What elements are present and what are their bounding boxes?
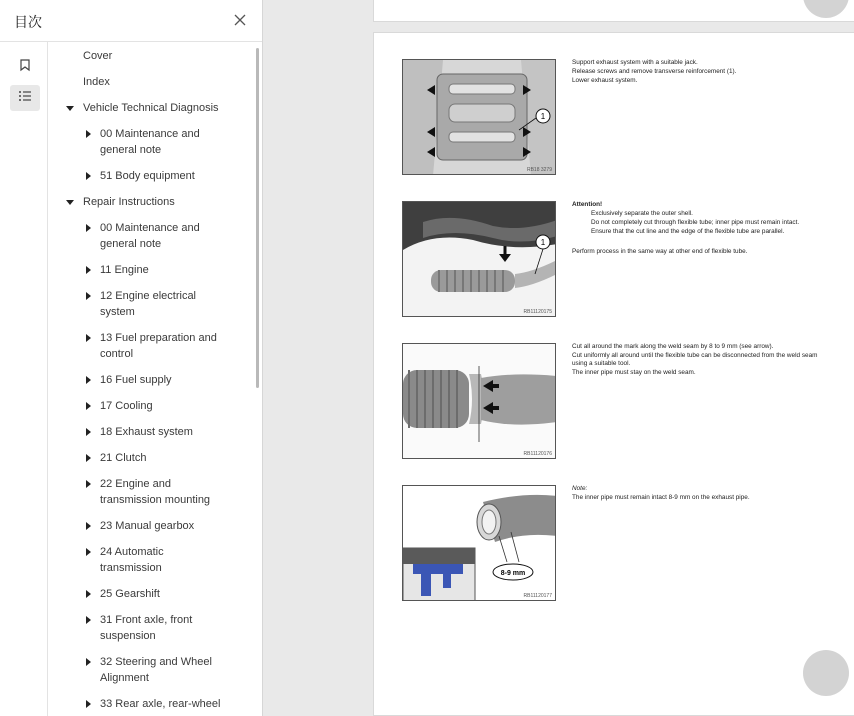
toc-item[interactable] bbox=[86, 654, 236, 686]
step-line: Lower exhaust system. bbox=[572, 77, 638, 84]
sidebar-header bbox=[0, 0, 262, 42]
document-view[interactable] bbox=[263, 0, 854, 716]
outline-tab-button[interactable] bbox=[10, 85, 40, 111]
toc-item[interactable] bbox=[86, 262, 236, 278]
toc-item[interactable] bbox=[86, 220, 236, 252]
caret-right-icon[interactable] bbox=[86, 334, 91, 342]
step-line: Exclusively separate the outer shell. bbox=[591, 210, 693, 217]
toc-item-label: 18 Exhaust system bbox=[100, 426, 193, 438]
toc-item-label-2: transmission mounting bbox=[100, 494, 211, 506]
toc-item-label-2: system bbox=[100, 306, 135, 318]
figure-code: RB11120177 bbox=[523, 593, 552, 599]
toc-item[interactable] bbox=[86, 544, 236, 576]
toc-scrollbar[interactable] bbox=[256, 48, 259, 388]
caret-right-icon[interactable] bbox=[86, 402, 91, 410]
measure-label: 8-9 mm bbox=[500, 570, 526, 577]
caret-right-icon[interactable] bbox=[86, 172, 91, 180]
toc-item[interactable] bbox=[86, 476, 236, 508]
toc-item-label-2: control bbox=[100, 348, 134, 360]
close-icon[interactable] bbox=[232, 12, 248, 28]
sidebar-title: 目次 bbox=[14, 15, 42, 31]
toc-item-label: 25 Gearshift bbox=[100, 588, 160, 600]
bookmark-tab-button[interactable] bbox=[10, 54, 40, 80]
caret-right-icon[interactable] bbox=[86, 454, 91, 462]
caret-right-icon[interactable] bbox=[86, 266, 91, 274]
step-line: Cut uniformly all around until the flexible tube can be disconnected from the weld seam using a suitable tool. bbox=[572, 352, 818, 367]
step-line: Cut all around the mark along the weld seam by 8 to 9 mm (see arrow). bbox=[572, 343, 774, 350]
caret-down-icon[interactable] bbox=[66, 200, 74, 205]
toc-item[interactable] bbox=[66, 194, 236, 210]
page bbox=[373, 32, 854, 716]
caret-right-icon[interactable] bbox=[86, 522, 91, 530]
toc-item-label: 17 Cooling bbox=[100, 400, 153, 412]
floating-button-bottom[interactable] bbox=[803, 650, 849, 696]
toc-item[interactable] bbox=[86, 518, 236, 534]
toc-item[interactable] bbox=[86, 450, 236, 466]
toc-item[interactable] bbox=[86, 696, 236, 712]
toc-item[interactable] bbox=[86, 424, 236, 440]
toc-item-label: 24 Automatic bbox=[100, 546, 164, 558]
step-line: Perform process in the same way at other end of flexible tube. bbox=[572, 248, 748, 255]
attention-heading: Attention! bbox=[572, 201, 603, 208]
toc-item-label-2: transmission bbox=[100, 562, 162, 574]
figure-code: RB11120176 bbox=[523, 451, 552, 457]
step-line: The inner pipe must remain intact 8-9 mm on the exhaust pipe. bbox=[572, 494, 750, 501]
caret-right-icon[interactable] bbox=[86, 376, 91, 384]
toc-item-label: 51 Body equipment bbox=[100, 170, 195, 182]
table-of-contents bbox=[48, 42, 262, 716]
toc-item[interactable] bbox=[86, 126, 236, 158]
step-line: Support exhaust system with a suitable jack. bbox=[572, 59, 698, 66]
toc-item-label: Vehicle Technical Diagnosis bbox=[83, 102, 219, 114]
sidebar bbox=[0, 0, 263, 716]
fig2-callout: 1 bbox=[540, 238, 546, 247]
toc-item[interactable] bbox=[86, 288, 236, 320]
toc-item-label: Repair Instructions bbox=[83, 196, 175, 208]
step-4-text bbox=[572, 485, 834, 503]
previous-page bbox=[373, 0, 854, 22]
step-2-text bbox=[572, 201, 834, 257]
figure-3 bbox=[402, 343, 556, 459]
toc-item[interactable] bbox=[66, 74, 236, 90]
figure-code: RB18 3279 bbox=[526, 167, 552, 173]
figure-2 bbox=[402, 201, 556, 317]
toc-item-label: 23 Manual gearbox bbox=[100, 520, 195, 532]
toc-item[interactable] bbox=[86, 330, 236, 362]
toc-item-label: 22 Engine and bbox=[100, 478, 171, 490]
toc-item-label: Index bbox=[83, 76, 110, 88]
toc-item-label-2: suspension bbox=[100, 630, 156, 642]
toc-item-label: 00 Maintenance and bbox=[100, 128, 200, 140]
caret-right-icon[interactable] bbox=[86, 616, 91, 624]
toc-item-label: 11 Engine bbox=[100, 264, 149, 276]
toc-item[interactable] bbox=[66, 48, 236, 64]
bookmark-icon bbox=[18, 58, 32, 77]
toc-item-label: 32 Steering and Wheel bbox=[100, 656, 212, 668]
step-3-text bbox=[572, 343, 834, 378]
step-line: Do not completely cut through flexible tube; inner pipe must remain intact. bbox=[591, 219, 800, 226]
toc-item[interactable] bbox=[86, 586, 236, 602]
figure-1 bbox=[402, 59, 556, 175]
toc-item[interactable] bbox=[86, 612, 236, 644]
caret-right-icon[interactable] bbox=[86, 130, 91, 138]
toc-item-label: 12 Engine electrical bbox=[100, 290, 197, 302]
caret-right-icon[interactable] bbox=[86, 480, 91, 488]
note-heading: Note: bbox=[572, 485, 588, 492]
toc-item-label: 16 Fuel supply bbox=[100, 374, 172, 386]
toc-item-label-2: general note bbox=[100, 144, 162, 156]
step-line: Release screws and remove transverse reinforcement (1). bbox=[572, 68, 737, 75]
toc-item-label-2: general note bbox=[100, 238, 162, 250]
toc-item-label: 21 Clutch bbox=[100, 452, 147, 464]
toc-item[interactable] bbox=[86, 398, 236, 414]
sidebar-rail bbox=[0, 42, 48, 716]
step-line: The inner pipe must stay on the weld seam. bbox=[572, 369, 696, 376]
caret-right-icon[interactable] bbox=[86, 292, 91, 300]
figure-code: RB11120175 bbox=[523, 309, 552, 315]
caret-right-icon[interactable] bbox=[86, 590, 91, 598]
step-line: Ensure that the cut line and the edge of the flexible tube are parallel. bbox=[591, 228, 785, 235]
toc-item-label: 13 Fuel preparation and bbox=[100, 332, 217, 344]
caret-down-icon[interactable] bbox=[66, 106, 74, 111]
fig1-callout: 1 bbox=[540, 112, 546, 121]
caret-right-icon[interactable] bbox=[86, 700, 91, 708]
toc-item-label: 31 Front axle, front bbox=[100, 614, 193, 626]
toc-item-label: 33 Rear axle, rear-wheel bbox=[100, 698, 221, 710]
figure-4 bbox=[402, 485, 556, 601]
toc-item[interactable] bbox=[66, 100, 236, 116]
caret-right-icon[interactable] bbox=[86, 548, 91, 556]
toc-item-label-2: Alignment bbox=[100, 672, 149, 684]
toc-item[interactable] bbox=[86, 372, 236, 388]
caret-right-icon[interactable] bbox=[86, 224, 91, 232]
toc-item-label: Cover bbox=[83, 50, 113, 62]
step-1-text bbox=[572, 59, 834, 86]
caret-right-icon[interactable] bbox=[86, 658, 91, 666]
toc-item-label: 00 Maintenance and bbox=[100, 222, 200, 234]
caret-right-icon[interactable] bbox=[86, 428, 91, 436]
list-icon bbox=[18, 89, 32, 108]
toc-item[interactable] bbox=[86, 168, 236, 184]
